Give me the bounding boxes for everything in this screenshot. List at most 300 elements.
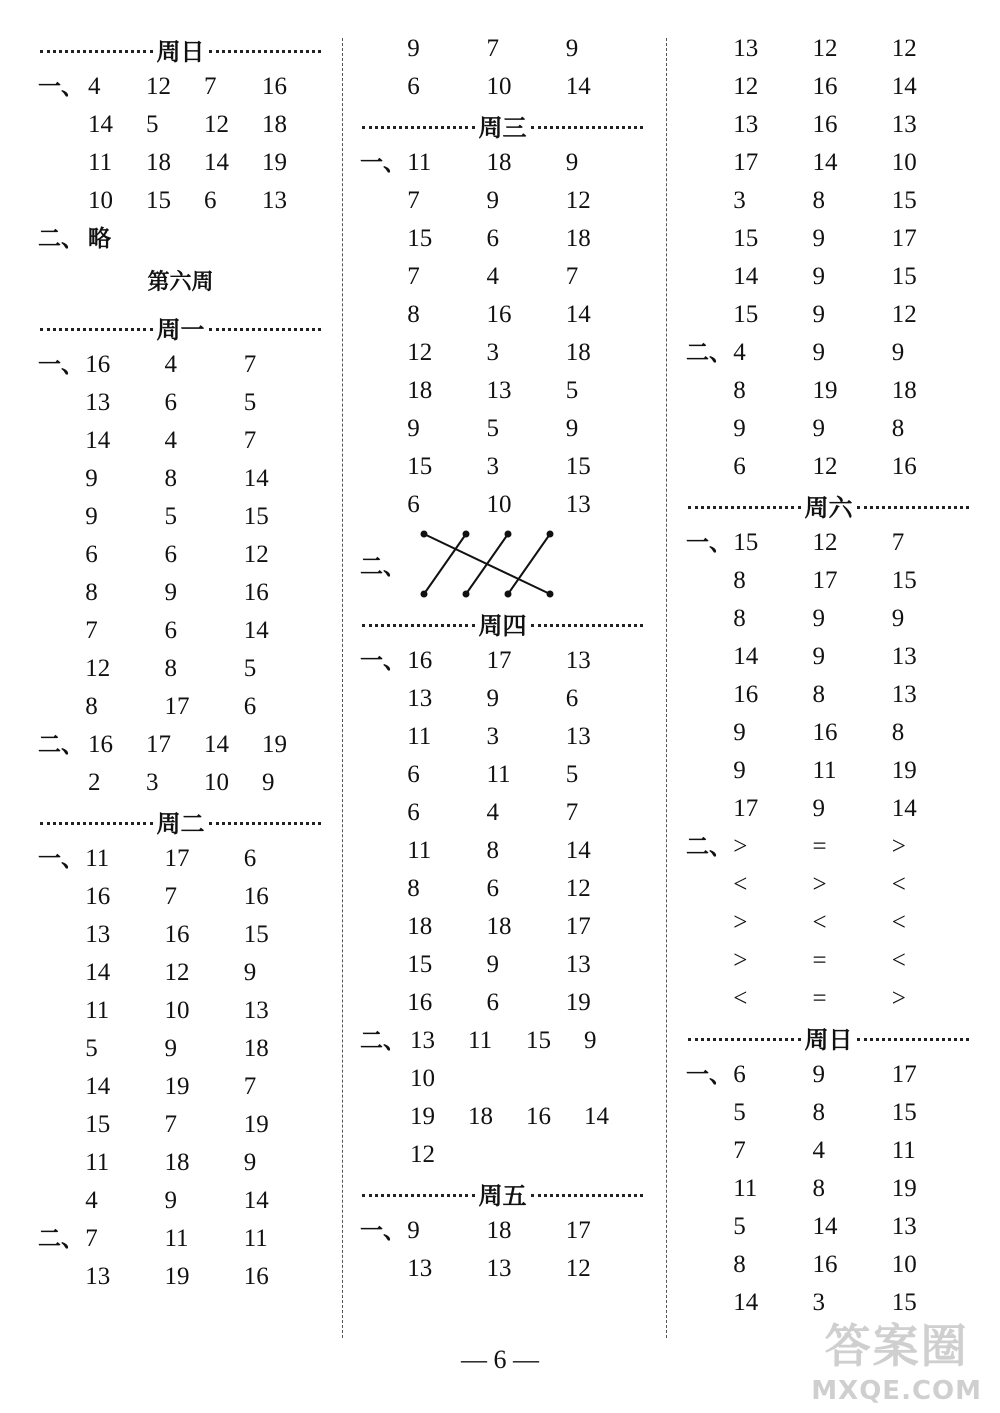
answer-value: 11 — [468, 1027, 493, 1054]
answer-value: = — [812, 985, 827, 1012]
answer-value: 12 — [85, 655, 111, 682]
section-label — [360, 258, 407, 296]
answer-value: 19 — [243, 1111, 269, 1138]
section-label — [360, 30, 407, 68]
section-label — [360, 946, 407, 984]
day-header-text: 周日 — [804, 1025, 853, 1054]
answer-row — [360, 68, 645, 106]
answer-value: 19 — [812, 377, 838, 404]
answer-value: 12 — [204, 111, 229, 138]
section-label — [360, 486, 407, 524]
answer-value: 13 — [733, 35, 759, 62]
answer-value: 18 — [164, 1149, 190, 1176]
answer-value: 13 — [243, 997, 269, 1024]
answer-row — [686, 1132, 971, 1170]
answer-value: 9 — [733, 757, 746, 784]
answer-row — [38, 764, 323, 802]
section-label — [686, 448, 733, 486]
answer-value: 16 — [407, 647, 433, 674]
section-label — [38, 878, 85, 916]
answer-value: 14 — [88, 111, 113, 138]
section-label — [38, 1182, 85, 1220]
answer-value: 8 — [733, 605, 746, 632]
matching-dot — [505, 591, 512, 598]
answer-value: < — [733, 871, 748, 898]
section-label: 二、 — [38, 1226, 84, 1252]
answer-value: 14 — [565, 73, 591, 100]
section-label — [38, 916, 85, 954]
answer-value: 13 — [407, 685, 433, 712]
answer-value: 9 — [243, 959, 257, 986]
section-label — [360, 908, 407, 946]
answer-value: 8 — [85, 579, 98, 606]
answer-value: 12 — [407, 339, 433, 366]
answer-value: 13 — [262, 187, 287, 214]
dotted-leader — [362, 1194, 475, 1197]
answer-row — [686, 1094, 971, 1132]
answer-value: 5 — [733, 1213, 746, 1240]
answer-value: 11 — [486, 761, 511, 788]
section-label — [360, 1250, 407, 1288]
day-header-text: 周四 — [478, 611, 527, 640]
answer-value: 10 — [891, 149, 917, 176]
answer-value: 8 — [164, 465, 177, 492]
matching-line — [466, 534, 508, 594]
day-header — [360, 604, 645, 642]
answer-value: 16 — [812, 111, 838, 138]
answer-value: 18 — [565, 225, 591, 252]
answer-value: 4 — [486, 263, 499, 290]
section-label: 一、 — [38, 352, 84, 378]
page-number: — 6 — — [461, 1345, 539, 1374]
answer-value: 10 — [204, 769, 229, 796]
answer-value: 15 — [243, 503, 269, 530]
answer-value: 12 — [891, 301, 917, 328]
answer-value: 12 — [812, 453, 838, 480]
answer-value: 13 — [733, 111, 759, 138]
section-label — [360, 334, 407, 372]
answer-row — [360, 718, 645, 756]
answer-value: 7 — [565, 799, 579, 826]
answer-value: 4 — [164, 427, 177, 454]
answer-value: 14 — [85, 427, 111, 454]
section-label: 二、 — [38, 732, 84, 758]
answer-value: 15 — [243, 921, 269, 948]
answer-row — [686, 790, 971, 828]
section-label — [38, 106, 88, 144]
answer-value: 17 — [733, 149, 759, 176]
answer-value: 4 — [164, 351, 177, 378]
answer-row — [686, 334, 971, 372]
answer-row — [686, 562, 971, 600]
answer-value: 10 — [486, 73, 512, 100]
section-label — [686, 410, 733, 448]
answer-value: 13 — [565, 723, 591, 750]
watermark-url: MXQE.COM — [811, 1376, 982, 1406]
dotted-leader — [40, 822, 153, 825]
answer-row — [360, 680, 645, 718]
answer-value: 5 — [164, 503, 177, 530]
section-label — [38, 574, 85, 612]
section-label — [38, 650, 85, 688]
answer-value: 11 — [407, 723, 432, 750]
section-label — [360, 448, 407, 486]
answer-value: 17 — [891, 1061, 917, 1088]
answer-value: 19 — [262, 731, 287, 758]
day-header-text: 周二 — [156, 809, 205, 838]
answer-row — [686, 182, 971, 220]
answer-value: > — [733, 947, 748, 974]
answer-value: 16 — [243, 883, 269, 910]
answer-value: 15 — [526, 1027, 551, 1054]
answer-row — [360, 1250, 645, 1288]
answer-value: 17 — [486, 647, 512, 674]
answer-row — [360, 30, 645, 68]
answer-value: 6 — [565, 685, 579, 712]
section-label — [38, 536, 85, 574]
answer-row — [38, 954, 323, 992]
answer-column-2 — [360, 30, 645, 1288]
section-label — [38, 384, 85, 422]
answer-value: 9 — [164, 579, 177, 606]
answer-value: 16 — [243, 579, 269, 606]
answer-value: 5 — [85, 1035, 98, 1062]
answer-value: 6 — [733, 1061, 746, 1088]
answer-value: 4 — [85, 1187, 98, 1214]
section-label — [38, 954, 85, 992]
answer-value: 6 — [243, 693, 257, 720]
answer-value: 12 — [243, 541, 269, 568]
section-label — [686, 638, 733, 676]
answer-row — [686, 638, 971, 676]
answer-row — [686, 1170, 971, 1208]
answer-row — [360, 486, 645, 524]
answer-value: = — [812, 947, 827, 974]
answer-value: 13 — [891, 111, 917, 138]
answer-value: 9 — [486, 685, 499, 712]
answer-row — [360, 334, 645, 372]
day-header — [360, 106, 645, 144]
answer-row — [360, 1136, 645, 1174]
answer-value: 19 — [891, 1175, 917, 1202]
answer-value: 13 — [891, 1213, 917, 1240]
day-header — [38, 802, 323, 840]
matching-answer — [360, 524, 645, 604]
answer-row — [38, 1220, 323, 1258]
answer-value: 16 — [812, 73, 838, 100]
answer-value: 9 — [891, 339, 905, 366]
answer-value: 11 — [243, 1225, 268, 1252]
matching-dot — [547, 591, 554, 598]
section-label — [686, 562, 733, 600]
answer-value: 5 — [565, 377, 579, 404]
section-label — [686, 752, 733, 790]
answer-row — [686, 676, 971, 714]
answer-row — [38, 1030, 323, 1068]
section-label — [686, 144, 733, 182]
answer-row — [360, 1022, 645, 1060]
answer-value: 13 — [486, 1255, 512, 1282]
matching-dot — [463, 591, 470, 598]
section-label — [686, 980, 733, 1018]
answer-value: 8 — [733, 1251, 746, 1278]
section-label — [360, 756, 407, 794]
answer-value: 14 — [204, 731, 229, 758]
section-label — [38, 182, 88, 220]
answer-value: 11 — [85, 1149, 110, 1176]
answer-value: 13 — [565, 951, 591, 978]
section-label — [686, 296, 733, 334]
answer-row — [686, 372, 971, 410]
answer-value: 9 — [812, 643, 825, 670]
answer-value: 16 — [891, 453, 917, 480]
answer-value: 14 — [584, 1103, 609, 1130]
answer-row — [686, 258, 971, 296]
watermark — [811, 1310, 982, 1406]
answer-row — [38, 992, 323, 1030]
answer-value: > — [891, 833, 906, 860]
answer-row — [38, 144, 323, 182]
day-header-text: 周一 — [156, 315, 205, 344]
answer-value: 14 — [85, 1073, 111, 1100]
answer-row — [38, 346, 323, 384]
answer-value: 16 — [486, 301, 512, 328]
answer-value: 7 — [407, 187, 420, 214]
answer-value: 12 — [733, 73, 759, 100]
answer-value: 8 — [733, 567, 746, 594]
answer-value: 9 — [85, 465, 98, 492]
answer-value: 10 — [410, 1065, 435, 1092]
dotted-leader — [362, 126, 475, 129]
answer-value: 13 — [85, 1263, 111, 1290]
answer-value: 15 — [407, 951, 433, 978]
section-label — [38, 1068, 85, 1106]
answer-value: 13 — [85, 389, 111, 416]
answer-row — [360, 832, 645, 870]
answer-value: 9 — [486, 187, 499, 214]
section-label: 二、 — [38, 226, 84, 252]
answer-value: 15 — [733, 301, 759, 328]
answer-value: 7 — [164, 1111, 177, 1138]
answer-value: 19 — [410, 1103, 435, 1130]
answer-row — [38, 878, 323, 916]
answer-value: 16 — [164, 921, 190, 948]
answer-row — [38, 726, 323, 764]
answer-value: 6 — [164, 617, 177, 644]
section-label — [360, 870, 407, 908]
answer-value: 17 — [565, 1217, 591, 1244]
answer-value: 14 — [812, 149, 838, 176]
answer-value: 18 — [891, 377, 917, 404]
answer-value: 17 — [812, 567, 838, 594]
answer-row — [686, 68, 971, 106]
section-label — [38, 460, 85, 498]
answer-row — [686, 942, 971, 980]
answer-value: 14 — [733, 263, 759, 290]
section-label: 一、 — [360, 1218, 406, 1244]
answer-value: > — [733, 909, 748, 936]
answer-row — [360, 296, 645, 334]
answer-value: 11 — [88, 149, 113, 176]
answer-value: 4 — [733, 339, 746, 366]
answer-value: 5 — [733, 1099, 746, 1126]
answer-value: 8 — [812, 187, 825, 214]
section-label: 二、 — [686, 340, 732, 366]
dotted-leader — [857, 506, 970, 509]
answer-value: 6 — [407, 73, 420, 100]
section-label — [360, 794, 407, 832]
answer-value: 9 — [812, 605, 825, 632]
answer-value: 6 — [733, 453, 746, 480]
answer-value: 16 — [812, 1251, 838, 1278]
answer-value: 11 — [812, 757, 837, 784]
answer-value: 11 — [85, 845, 110, 872]
answer-row — [686, 410, 971, 448]
answer-value: 19 — [164, 1263, 190, 1290]
answer-value: 12 — [410, 1141, 435, 1168]
answer-row — [360, 410, 645, 448]
answer-value: 3 — [486, 453, 499, 480]
section-label — [686, 790, 733, 828]
answer-value: 18 — [262, 111, 287, 138]
answer-value: 8 — [164, 655, 177, 682]
answer-value: 12 — [565, 875, 591, 902]
dotted-leader — [209, 822, 322, 825]
answer-value: 10 — [164, 997, 190, 1024]
answer-value: 17 — [164, 693, 190, 720]
answer-value: 9 — [486, 951, 499, 978]
answer-row — [686, 220, 971, 258]
dotted-leader — [688, 506, 801, 509]
answer-value: 6 — [164, 541, 177, 568]
answer-row — [360, 756, 645, 794]
answer-row — [38, 1144, 323, 1182]
answer-value: 18 — [407, 377, 433, 404]
answer-value: 16 — [85, 351, 111, 378]
answer-value: 6 — [407, 761, 420, 788]
answer-value: 6 — [407, 491, 420, 518]
answer-value: 9 — [85, 503, 98, 530]
section-label — [686, 1208, 733, 1246]
answer-row — [360, 946, 645, 984]
answer-row — [686, 106, 971, 144]
answer-value: 15 — [146, 187, 171, 214]
answer-value: 14 — [243, 1187, 269, 1214]
answer-value: 8 — [85, 693, 98, 720]
answer-value: 6 — [204, 187, 217, 214]
answer-row — [38, 688, 323, 726]
dotted-leader — [688, 1038, 801, 1041]
answer-row — [38, 1182, 323, 1220]
answer-value: 8 — [812, 1175, 825, 1202]
answer-value: 3 — [812, 1289, 825, 1316]
answer-value: < — [891, 871, 906, 898]
answer-value: 9 — [407, 1217, 420, 1244]
answer-row — [38, 612, 323, 650]
section-label — [360, 1060, 410, 1098]
answer-value: 7 — [204, 73, 217, 100]
answer-row — [686, 144, 971, 182]
answer-value: 11 — [164, 1225, 189, 1252]
answer-value: 9 — [812, 301, 825, 328]
answer-value: 5 — [565, 761, 579, 788]
section-label — [38, 422, 85, 460]
answer-value: 12 — [565, 187, 591, 214]
answer-value: 13 — [565, 491, 591, 518]
answer-row — [686, 980, 971, 1018]
section-label — [686, 676, 733, 714]
answer-value: 5 — [243, 389, 257, 416]
section-label — [686, 1284, 733, 1322]
dotted-leader — [362, 624, 475, 627]
section-label — [686, 1094, 733, 1132]
answer-value: 14 — [733, 643, 759, 670]
answer-value: 14 — [812, 1213, 838, 1240]
section-label — [360, 68, 407, 106]
day-header-text: 周日 — [156, 37, 205, 66]
answer-row — [686, 1056, 971, 1094]
answer-value: 18 — [243, 1035, 269, 1062]
answer-value: 15 — [891, 187, 917, 214]
answer-value: 18 — [486, 913, 512, 940]
answer-value: 16 — [262, 73, 287, 100]
answer-value: 16 — [88, 731, 113, 758]
answer-value: 16 — [733, 681, 759, 708]
answer-value: < — [733, 985, 748, 1012]
answer-value: 15 — [891, 263, 917, 290]
answer-value: 8 — [812, 681, 825, 708]
answer-row — [38, 916, 323, 954]
answer-column-1 — [38, 30, 323, 1296]
answer-value: 3 — [486, 339, 499, 366]
answer-value: 18 — [486, 1217, 512, 1244]
answer-value: 15 — [565, 453, 591, 480]
answer-column-3 — [686, 30, 971, 1322]
answer-row — [38, 182, 323, 220]
section-label: 一、 — [360, 150, 406, 176]
answer-value: 7 — [407, 263, 420, 290]
answer-value: 7 — [243, 351, 257, 378]
answer-value: 9 — [584, 1027, 597, 1054]
answer-value: 6 — [486, 875, 499, 902]
answer-value: 17 — [891, 225, 917, 252]
answer-row — [38, 384, 323, 422]
dotted-leader — [531, 126, 644, 129]
answer-value: 18 — [146, 149, 171, 176]
dotted-leader — [40, 50, 153, 53]
answer-row — [686, 752, 971, 790]
answer-value: 4 — [88, 73, 101, 100]
answer-value: 11 — [891, 1137, 916, 1164]
answer-value: 9 — [565, 149, 579, 176]
section-label — [38, 688, 85, 726]
section-label — [360, 410, 407, 448]
answer-value: 9 — [243, 1149, 257, 1176]
answer-row — [360, 870, 645, 908]
week-title: 第六周 — [147, 270, 214, 295]
section-label — [686, 600, 733, 638]
answer-value: 15 — [733, 529, 759, 556]
matching-dot — [547, 531, 554, 538]
answer-value: 5 — [243, 655, 257, 682]
answer-row — [686, 1246, 971, 1284]
answer-value: 13 — [565, 647, 591, 674]
answer-value: 19 — [565, 989, 591, 1016]
answer-value: 10 — [486, 491, 512, 518]
section-label: 一、 — [38, 74, 84, 100]
answer-value: > — [733, 833, 748, 860]
answer-row — [360, 794, 645, 832]
